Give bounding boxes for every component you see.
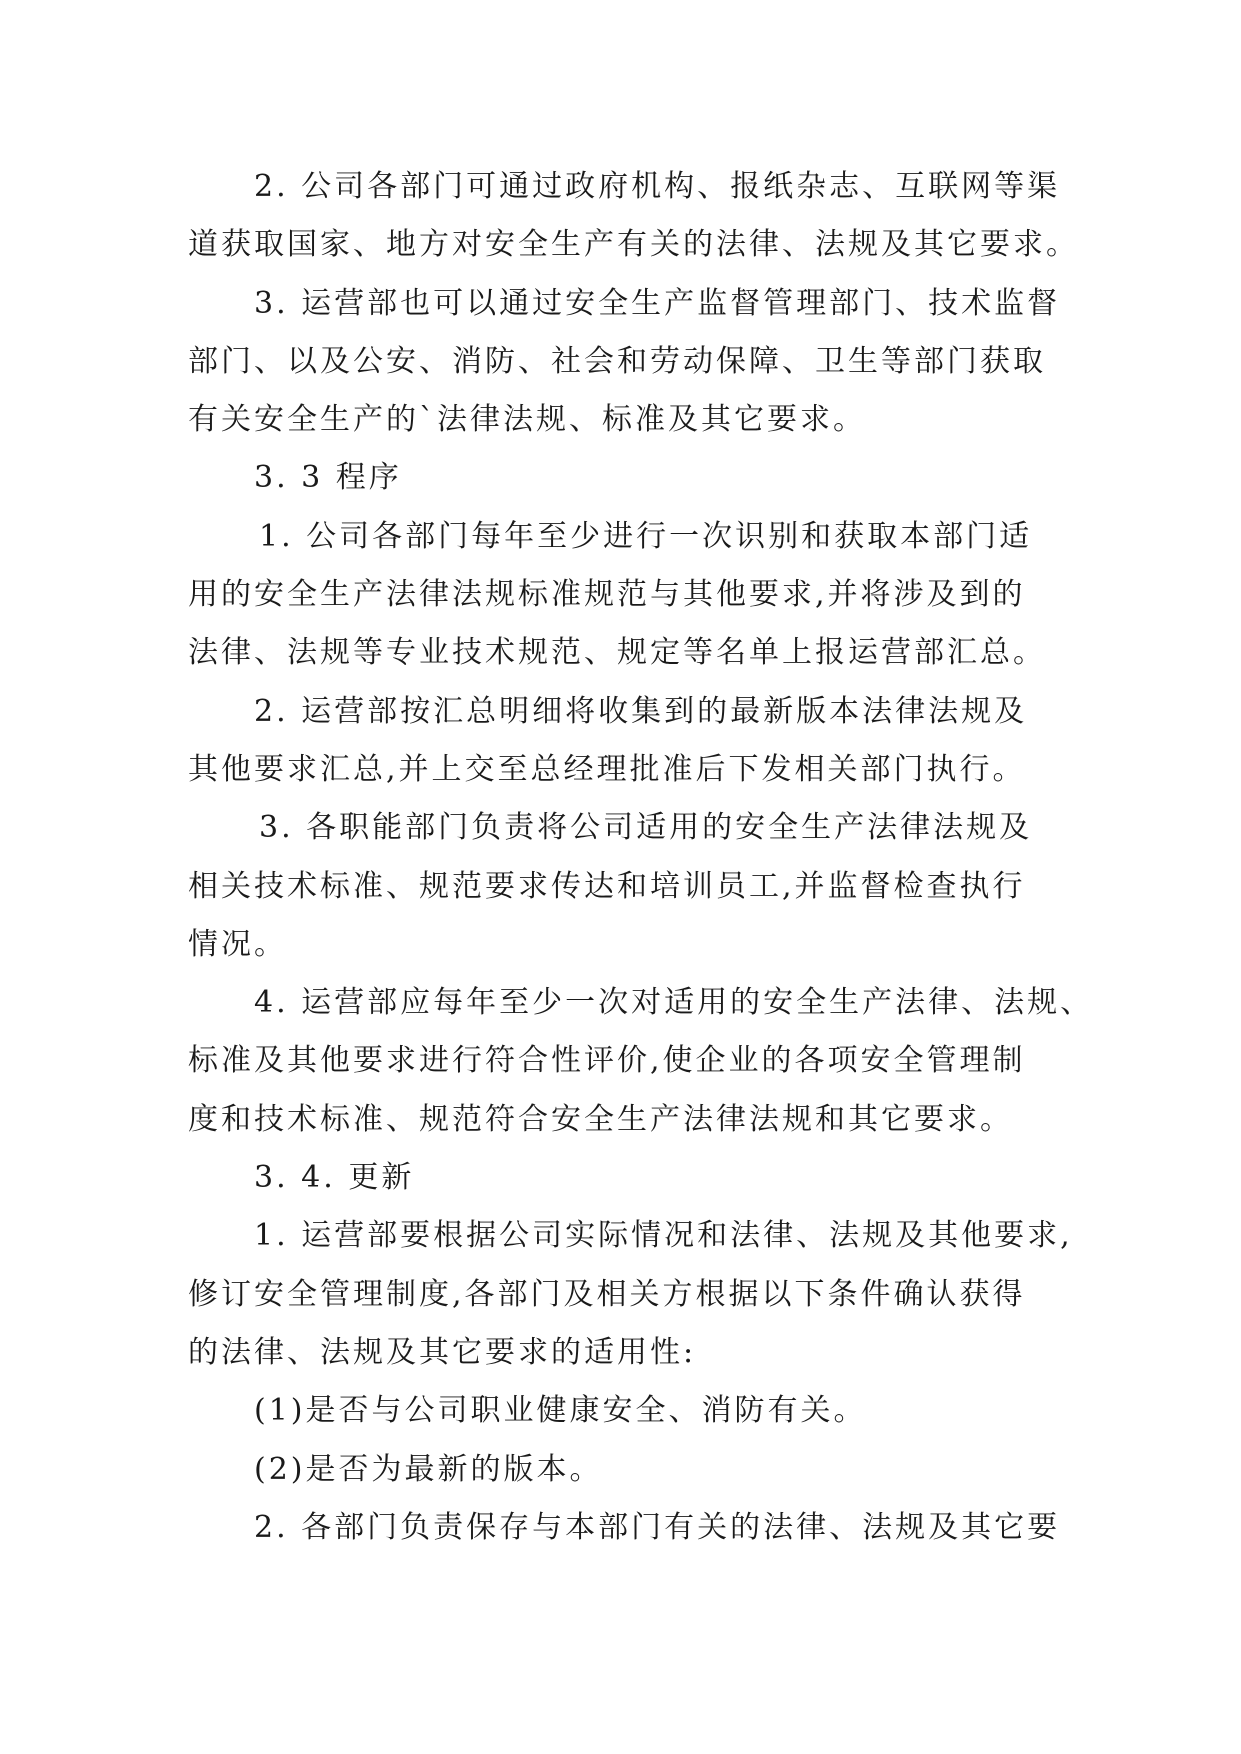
paragraph-line: 1. 公司各部门每年至少进行一次识别和获取本部门适 xyxy=(259,518,1033,554)
paragraph-line: 标准及其他要求进行符合性评价,使企业的各项安全管理制 xyxy=(188,1043,1026,1079)
paragraph-line: 2. 各部门负责保存与本部门有关的法律、法规及其它要 xyxy=(254,1509,1061,1545)
paragraph-line: 修订安全管理制度,各部门及相关方根据以下条件确认获得 xyxy=(188,1276,1026,1312)
paragraph-line: 相关技术标准、规范要求传达和培训员工,并监督检查执行 xyxy=(188,868,1026,904)
paragraph-line: 用的安全生产法律法规标准规范与其他要求,并将涉及到的 xyxy=(188,577,1026,613)
paragraph-line: 有关安全生产的`法律法规、标准及其它要求。 xyxy=(188,402,866,438)
paragraph-line: 情况。 xyxy=(188,926,287,962)
list-item: (1)是否与公司职业健康安全、消防有关。 xyxy=(254,1393,867,1429)
paragraph-line: 2. 运营部按汇总明细将收集到的最新版本法律法规及 xyxy=(254,693,1028,729)
paragraph-line: 度和技术标准、规范符合安全生产法律法规和其它要求。 xyxy=(188,1101,1013,1137)
section-heading: 3. 3 程序 xyxy=(254,460,402,496)
paragraph-line: 3. 各职能部门负责将公司适用的安全生产法律法规及 xyxy=(259,810,1033,846)
paragraph-line: 部门、以及公安、消防、社会和劳动保障、卫生等部门获取 xyxy=(188,343,1046,379)
paragraph-line: 法律、法规等专业技术规范、规定等名单上报运营部汇总。 xyxy=(188,635,1046,671)
section-heading: 3. 4. 更新 xyxy=(254,1160,415,1196)
paragraph-line: 3. 运营部也可以通过安全生产监督管理部门、技术监督 xyxy=(254,285,1061,321)
document-body xyxy=(188,158,1094,1557)
paragraph-line: 1. 运营部要根据公司实际情况和法律、法规及其他要求, xyxy=(254,1218,1073,1254)
paragraph-line: 4. 运营部应每年至少一次对适用的安全生产法律、法规、 xyxy=(254,985,1094,1021)
paragraph-line: 其他要求汇总,并上交至总经理批准后下发相关部门执行。 xyxy=(188,751,1026,787)
paragraph-line: 2. 公司各部门可通过政府机构、报纸杂志、互联网等渠 xyxy=(254,169,1061,204)
list-item: (2)是否为最新的版本。 xyxy=(254,1451,603,1487)
paragraph-line: 道获取国家、地方对安全生产有关的法律、法规及其它要求。 xyxy=(188,227,1079,263)
paragraph-line: 的法律、法规及其它要求的适用性: xyxy=(188,1334,697,1370)
